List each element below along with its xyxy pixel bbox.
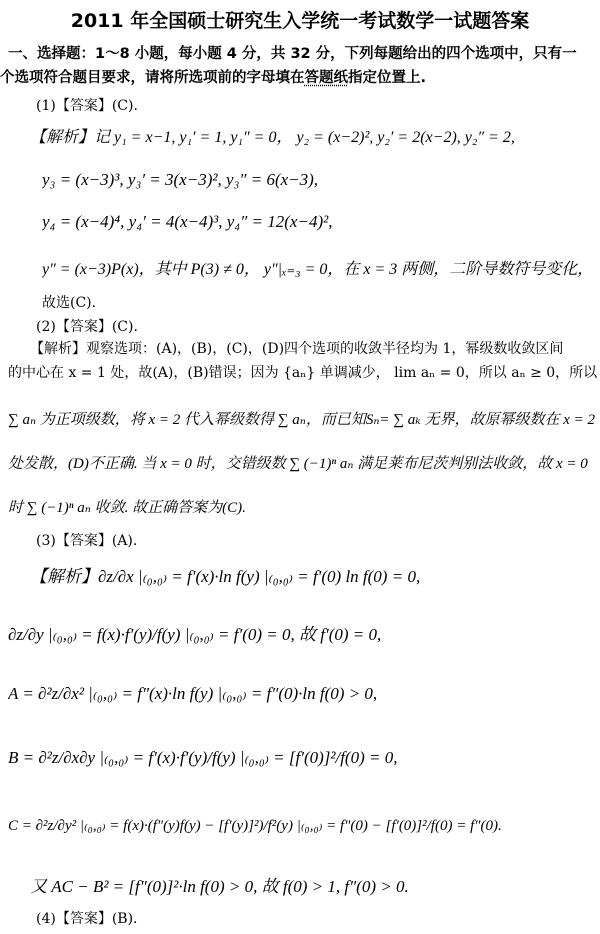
q4-answer: (4)【答案】(B). (36, 911, 138, 927)
q3-dz-dy: ∂z/∂y |₍₀,₀₎ = f(x)·f′(y)/f(y) |₍₀,₀₎ = f′(0) = 0, 故 f′(0) = 0, (8, 625, 382, 644)
page-title: 2011 年全国硕士研究生入学统一考试数学一试题答案 (70, 10, 530, 32)
q2-analysis-line1: 【解析】观察选项：(A)，(B)，(C)，(D)四个选项的收敛半径均为 1，幂级数收敛区间 (30, 341, 564, 357)
answer-sheet-emphasis: 答题纸 (304, 70, 348, 86)
section-text-c: 指定位置上. (348, 70, 427, 86)
q3-C-expression: C = ∂²z/∂y² |₍₀,₀₎ = f(x)·(f″(y)f(y) − [f′(y)]²)/f²(y) |₍₀,₀₎ = f″(0) − [f′(0)]²/f(0) = f″(0). (8, 818, 502, 834)
q2-analysis-line4: 处发散，(D)不正确. 当 x = 0 时，交错级数 ∑ (−1)ⁿ aₙ 满足莱布尼茨判别法收敛，故 x = 0 (8, 456, 588, 472)
q1-analysis-line1: 【解析】记 y₁ = x−1, y₁′ = 1, y₁″ = 0， y₂ = (x−2)², y₂′ = 2(x−2), y₂″ = 2, (30, 129, 515, 146)
q1-choice: 故选(C). (42, 295, 97, 311)
q3-answer: (3)【答案】(A). (36, 533, 138, 549)
q3-A-expression: A = ∂²z/∂x² |₍₀,₀₎ = f″(x)·ln f(y) |₍₀,₀₎ = f″(0)·ln f(0) > 0, (8, 684, 378, 703)
section-text-a: 个选项符合题目要求，请将所选项前的字母填在 (0, 70, 305, 86)
q3-dz-dx: 【解析】∂z/∂x |₍₀,₀₎ = f′(x)·ln f(y) |₍₀,₀₎ = f′(0) ln f(0) = 0, (30, 567, 421, 586)
q2-analysis-line5: 时 ∑ (−1)ⁿ aₙ 收敛. 故正确答案为(C). (8, 500, 246, 516)
q1-conclusion-line: y″ = (x−3)P(x)，其中 P(3) ≠ 0， y″|ₓ₌₃ = 0，在 x = 3 两侧，二阶导数符号变化， (42, 261, 594, 278)
section-heading-line1: 一、选择题：1～8 小题，每小题 4 分，共 32 分，下列每题给出的四个选项中，只有一 (8, 46, 577, 62)
q1-answer: (1)【答案】(C). (36, 98, 138, 114)
q1-y4-line: y₄ = (x−4)⁴, y₄′ = 4(x−4)³, y₄″ = 12(x−4)², (42, 212, 333, 231)
q3-conclusion: 又 AC − B² = [f″(0)]²·ln f(0) > 0, 故 f(0) > 1, f″(0) > 0. (30, 877, 409, 896)
q3-B-expression: B = ∂²z/∂x∂y |₍₀,₀₎ = f′(x)·f′(y)/f(y) |₍₀,₀₎ = [f′(0)]²/f(0) = 0, (8, 748, 398, 767)
q1-y3-line: y₃ = (x−3)³, y₃′ = 3(x−3)², y₃″ = 6(x−3), (42, 170, 319, 189)
section-heading-line2 (0, 66, 600, 87)
q2-analysis-line2: 的中心在 x = 1 处，故(A)，(B)错误；因为 {aₙ} 单调减少， lim aₙ = 0，所以 aₙ ≥ 0，所以 (8, 365, 598, 381)
q2-answer: (2)【答案】(C). (36, 319, 138, 335)
q2-analysis-line3: ∑ aₙ 为正项级数，将 x = 2 代入幂级数得 ∑ aₙ，而已知Sₙ= ∑ aₖ 无界，故原幂级数在 x = 2 (8, 412, 595, 428)
